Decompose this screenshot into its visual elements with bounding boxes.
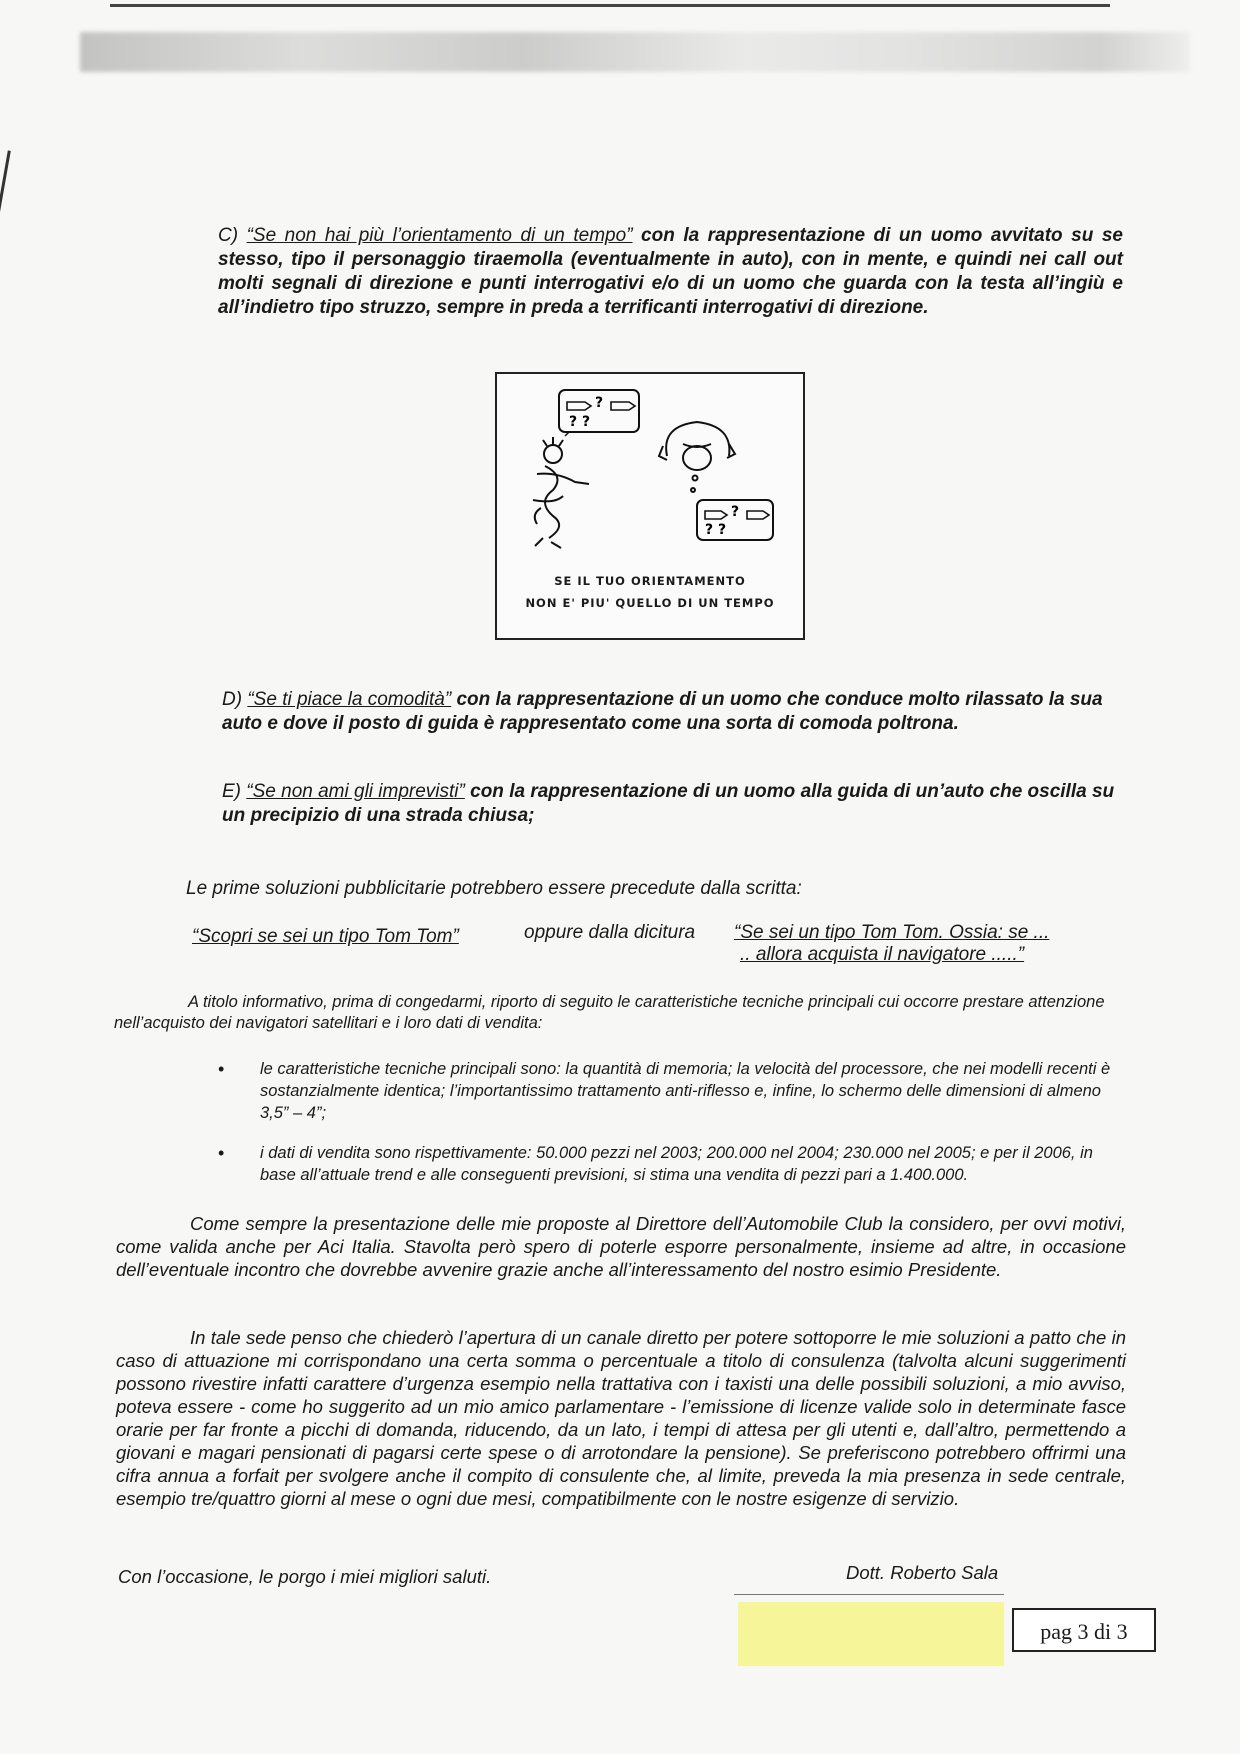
- bubble-left-mark-bottom: ? ?: [569, 414, 591, 430]
- upside-down-man-figure: [659, 422, 735, 492]
- section-d-text: con la rappresentazione di un uomo che conduce molto rilassato la sua auto e dove il posto di guida è rappresentato come una sorta di comoda poltrona.: [222, 689, 1103, 734]
- bullet-icon: •: [218, 1143, 225, 1163]
- illustration-caption: [497, 570, 803, 614]
- page-number: pag 3 di 3: [1040, 1619, 1128, 1644]
- list-item: [220, 1058, 1130, 1124]
- body-paragraph-1: Come sempre la presentazione delle mie proposte al Direttore dell’Automobile Club la considero, per ovvi motivi, come valida anche per Aci Italia. Stavolta però spero di poterle esporre personalmente, insieme ad altre, in occasione dell’eventuale incontro che dovrebbe avvenire grazie anche all’interessamento del nostro esimio Presidente.: [116, 1213, 1126, 1280]
- body-paragraph-2: In tale sede penso che chiederò l’apertura di un canale diretto per potere sottoporre le mie soluzioni a patto che in caso di attuazione mi corrispondano una certa somma o percentuale a titolo di consulenza (talvolta alcuni suggerimenti possono rivestire infatti carattere d’urgenza esempio nella trattativa con i taxisti una delle possibili soluzioni, a mio avviso, poteva essere - come ho suggerito ad un mio amico parlamentare - l’emissione di licenze valide solo in determinate fasce orarie per far fronte a picchi di domanda, riducendo, da un lato, i tempi di attesa per gli utenti e, dall’altro, permettendo a giovani e magari pensionati di pagarsi certe spese o di arrotondare la pensione). Se preferiscono potrebbero offrirmi una cifra annua a forfait per svolgere anche il compito di consulente che, al limite, preveda la mia presenza in sede centrale, esempio tre/quattro giorni al mese o ogni due mesi, compatibilmente con le nostre esigenze di servizio.: [116, 1327, 1126, 1509]
- closing-salutation: Con l’occasione, le porgo i miei migliori saluti.: [118, 1566, 492, 1587]
- arrow-left-icon-2: [705, 511, 727, 519]
- scan-top-line: [110, 4, 1110, 7]
- scan-noise-band: [80, 32, 1190, 72]
- highlight-patch: [738, 1602, 1004, 1666]
- section-c-text: con la rappresentazione di un uomo avvitato su se stesso, tipo il personaggio tiraemolla (eventualmente in auto), con in mente, e quindi nei call out molti segnali di direzione e punti interrogativi e/o di un uomo che guarda con la testa all’ingiù e all’indietro tipo struzzo, sempre in preda a terrificanti interrogativi di direzione.: [218, 225, 1123, 318]
- spinning-man-figure: [533, 437, 589, 548]
- list-item-text: le caratteristiche tecniche principali sono: la quantità di memoria; la velocità del processore, che nei modelli recenti è sostanzialmente identica; l’importantissimo trattamento anti-riflesso e, infine, lo schermo delle dimensioni di almeno 3,5” – 4”;: [260, 1060, 1111, 1122]
- section-e-paragraph: [222, 780, 1127, 828]
- bubble-right-mark-top: ?: [731, 504, 740, 520]
- cartoon-drawing: [497, 374, 803, 570]
- section-e-text: con la rappresentazione di un uomo alla guida di un’auto che oscilla su un precipizio di una strada chiusa;: [222, 781, 1115, 826]
- slogan-alt-line-1: “Se sei un tipo Tom Tom. Ossia: se ...: [734, 922, 1050, 943]
- slogan-alt-line-2: .. allora acquista il navigatore .....”: [740, 944, 1025, 965]
- section-d-paragraph: [222, 688, 1127, 736]
- list-item-text: i dati di vendita sono rispettivamente: 50.000 pezzi nel 2003; 200.000 nel 2004; 230.000 nel 2005; e per il 2006, in base all’attuale trend e alle conseguenti previsioni, si stima una vendita di pezzi pari a 1.400.000.: [260, 1144, 1093, 1184]
- section-c-paragraph: [218, 224, 1123, 320]
- section-c-label: C): [218, 225, 239, 246]
- signature-line: [734, 1594, 1004, 1595]
- section-d-quote: “Se ti piace la comodità”: [247, 689, 452, 710]
- section-e-label: E): [222, 781, 241, 802]
- bubble-right-mark-bottom: ? ?: [705, 522, 727, 538]
- orientation-illustration: [495, 372, 805, 640]
- bubble-left-mark-top: ?: [595, 395, 604, 411]
- arrow-left-icon: [567, 402, 591, 410]
- list-item: [220, 1142, 1130, 1186]
- bullet-icon: •: [218, 1059, 225, 1079]
- signature: Dott. Roberto Sala: [846, 1562, 999, 1583]
- arrow-right-icon: [611, 402, 635, 410]
- slogan-tom-tom: “Scopri se sei un tipo Tom Tom”: [192, 926, 459, 947]
- slogan-intro: Le prime soluzioni pubblicitarie potrebbero essere precedute dalla scritta:: [186, 878, 802, 899]
- slogan-or: oppure dalla dicitura: [524, 922, 696, 943]
- arrow-right-icon-2: [747, 511, 769, 519]
- section-d-label: D): [222, 689, 243, 710]
- section-e-quote: “Se non ami gli imprevisti”: [246, 781, 465, 802]
- scan-edge-mark: [0, 150, 11, 239]
- info-paragraph: A titolo informativo, prima di congedarmi, riporto di seguito le caratteristiche tecniche principali cui occorre prestare attenzione nell’acquisto dei navigatori satellitari e i loro dati di vendita:: [114, 993, 1105, 1032]
- page-number-box: [1012, 1608, 1156, 1652]
- section-c-quote: “Se non hai più l’orientamento di un tempo”: [246, 225, 633, 246]
- caption-line-2: NON E' PIU' QUELLO DI UN TEMPO: [525, 596, 775, 610]
- caption-line-1: SE IL TUO ORIENTAMENTO: [554, 574, 746, 588]
